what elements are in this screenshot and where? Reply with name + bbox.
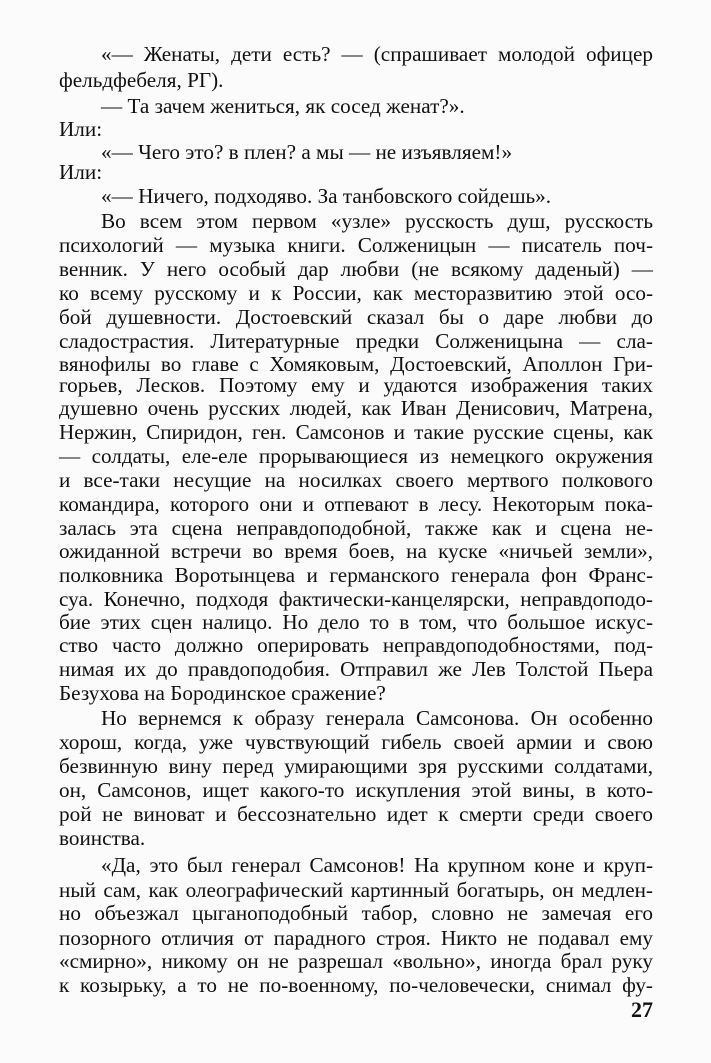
text-line: безвинную вину перед умирающими зря русскими солдатами, (59, 754, 653, 778)
text-line: бие этих сцен налицо. Но дело то в том, что большое искус- (59, 610, 653, 634)
text-line: фельдфебеля, РГ). (59, 68, 224, 92)
text-line: Во всем этом первом «узле» русскость душ, русскость (101, 209, 653, 233)
text-line: «смирно», никому он не разрешал «вольно», иногда брал руку (59, 949, 653, 973)
text-line: «Да, это был генерал Самсонов! На крупном коне и круп- (101, 853, 653, 877)
text-line: — солдаты, еле-еле прорывающиеся из немецкого окружения (59, 444, 653, 468)
text-line: ство часто должно оперировать неправдоподобностями, под- (59, 633, 653, 657)
text-line: воинства. (59, 826, 146, 850)
text-line: «— Ничего, подходяво. За танбовского сойдешь». (101, 184, 552, 208)
text-line: «— Женаты, дети есть? — (спрашивает молодой офицер (101, 42, 653, 66)
text-line: позорного отличия от парадного строя. Никто не подавал ему (59, 926, 653, 950)
text-line: Или: (59, 117, 103, 141)
text-line: Но вернемся к образу генерала Самсонова. Он особенно (101, 706, 653, 730)
text-line: «— Чего это? в плен? а мы — не изъявляем!» (101, 140, 513, 164)
page-number: 27 (631, 997, 653, 1022)
text-line: — Та зачем жениться, як сосед женат?». (101, 94, 465, 118)
text-line: он, Самсонов, ищет какого-то искупления этой вины, в кото- (59, 778, 653, 802)
text-line: рой не виноват и бессознательно идет к смерти среди своего (59, 802, 653, 826)
text-line: полковника Воротынцева и германского генерала фон Франс- (59, 563, 653, 587)
text-line: бой душевности. Достоевский сказал бы о даре любви до (59, 305, 653, 329)
text-line: вянофилы во главе с Хомяковым, Достоевский, Аполлон Гри- (59, 352, 653, 376)
text-line: к козырьку, а то не по-военному, по-человечески, снимал фу- (59, 973, 653, 997)
text-line: венник. У него особый дар любви (не всякому даденый) — (59, 257, 653, 281)
text-line: нимая их до правдоподобия. Отправил же Лев Толстой Пьера (59, 657, 653, 681)
text-line: залась эта сцена неправдоподобной, также как и сцена не- (59, 516, 653, 540)
text-line: сладострастия. Литературные предки Солженицына — сла- (59, 329, 653, 353)
text-line: Или: (59, 160, 103, 184)
text-line: психологий — музыка книги. Солженицын — писатель поч- (59, 233, 653, 257)
text-line: ожиданной встречи во время боев, на куске «ничьей земли», (59, 539, 653, 563)
text-line: но объезжал цыганоподобный табор, словно не замечая его (59, 901, 653, 925)
text-line: суа. Конечно, подходя фактически-канцелярски, неправдоподо- (59, 587, 653, 611)
text-line: ко всему русскому и к России, как месторазвитию этой осо- (59, 281, 653, 305)
text-line: горьев, Лесков. Поэтому ему и удаются изображения таких (59, 373, 653, 397)
text-line: душевно очень русских людей, как Иван Денисович, Матрена, (59, 396, 653, 420)
text-line: хорош, когда, уже чувствующий гибель своей армии и свою (59, 730, 653, 754)
text-line: и все-таки несущие на носилках своего мертвого полкового (59, 468, 653, 492)
text-line: Безухова на Бородинское сражение? (59, 681, 386, 705)
text-line: ный сам, как олеографический картинный богатырь, он медлен- (59, 878, 653, 902)
text-line: командира, которого они и отпевают в лесу. Некоторым пока- (59, 492, 653, 516)
text-line: Нержин, Спиридон, ген. Самсонов и такие русские сцены, как (59, 420, 653, 444)
